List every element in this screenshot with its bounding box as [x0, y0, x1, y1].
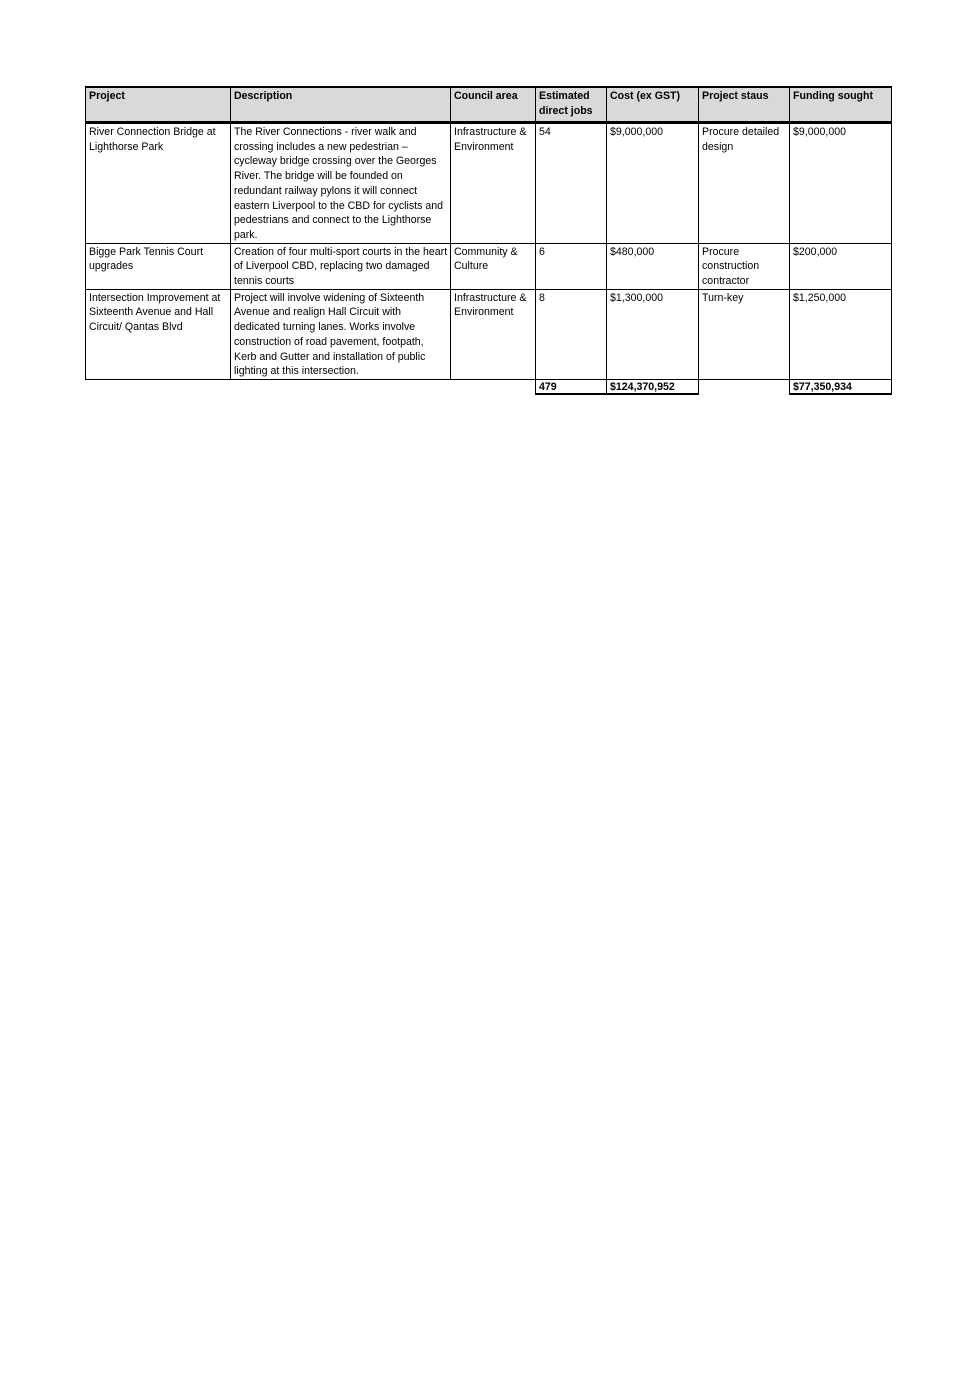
header-project-status: Project staus — [699, 87, 790, 123]
cell-jobs: 54 — [536, 123, 607, 244]
cell-cost: $9,000,000 — [607, 123, 699, 244]
totals-blank-cell — [231, 379, 451, 394]
table-row — [86, 243, 892, 289]
cell-council-area: Infrastructure & Environment — [451, 123, 536, 244]
table-row — [86, 289, 892, 379]
cell-project: Intersection Improvement at Sixteenth Avenue and Hall Circuit/ Qantas Blvd — [86, 289, 231, 379]
table-row — [86, 123, 892, 244]
cell-project: Bigge Park Tennis Court upgrades — [86, 243, 231, 289]
cell-description: Project will involve widening of Sixteenth Avenue and realign Hall Circuit with dedicated turning lanes. Works involve construction of road pavement, footpath, Kerb and Gutter and installation of public lighting at this intersection. — [231, 289, 451, 379]
totals-blank-cell — [451, 379, 536, 394]
totals-blank-cell — [699, 379, 790, 394]
cell-jobs: 8 — [536, 289, 607, 379]
header-estimated-jobs: Estimated direct jobs — [536, 87, 607, 123]
cell-jobs: 6 — [536, 243, 607, 289]
cell-funding: $200,000 — [790, 243, 892, 289]
cell-funding: $9,000,000 — [790, 123, 892, 244]
project-table-sheet — [85, 86, 891, 395]
cell-description: Creation of four multi-sport courts in the heart of Liverpool CBD, replacing two damaged tennis courts — [231, 243, 451, 289]
cell-cost: $480,000 — [607, 243, 699, 289]
totals-row — [86, 379, 892, 394]
header-description: Description — [231, 87, 451, 123]
header-funding-sought: Funding sought — [790, 87, 892, 123]
header-project: Project — [86, 87, 231, 123]
cell-description: The River Connections - river walk and crossing includes a new pedestrian – cycleway bridge crossing over the Georges River. The bridge will be founded on redundant railway pylons it will connect eastern Liverpool to the CBD for cyclists and pedestrians and connect to the Lighthorse park. — [231, 123, 451, 244]
header-cost: Cost (ex GST) — [607, 87, 699, 123]
cell-status: Procure construction contractor — [699, 243, 790, 289]
cell-council-area: Infrastructure & Environment — [451, 289, 536, 379]
cell-funding: $1,250,000 — [790, 289, 892, 379]
cell-cost: $1,300,000 — [607, 289, 699, 379]
totals-blank-cell — [86, 379, 231, 394]
total-jobs: 479 — [536, 379, 607, 394]
total-cost: $124,370,952 — [607, 379, 699, 394]
table-header-row — [86, 87, 892, 123]
project-table — [85, 86, 892, 395]
cell-council-area: Community & Culture — [451, 243, 536, 289]
cell-status: Procure detailed design — [699, 123, 790, 244]
header-council-area: Council area — [451, 87, 536, 123]
cell-project: River Connection Bridge at Lighthorse Park — [86, 123, 231, 244]
cell-status: Turn-key — [699, 289, 790, 379]
total-funding: $77,350,934 — [790, 379, 892, 394]
